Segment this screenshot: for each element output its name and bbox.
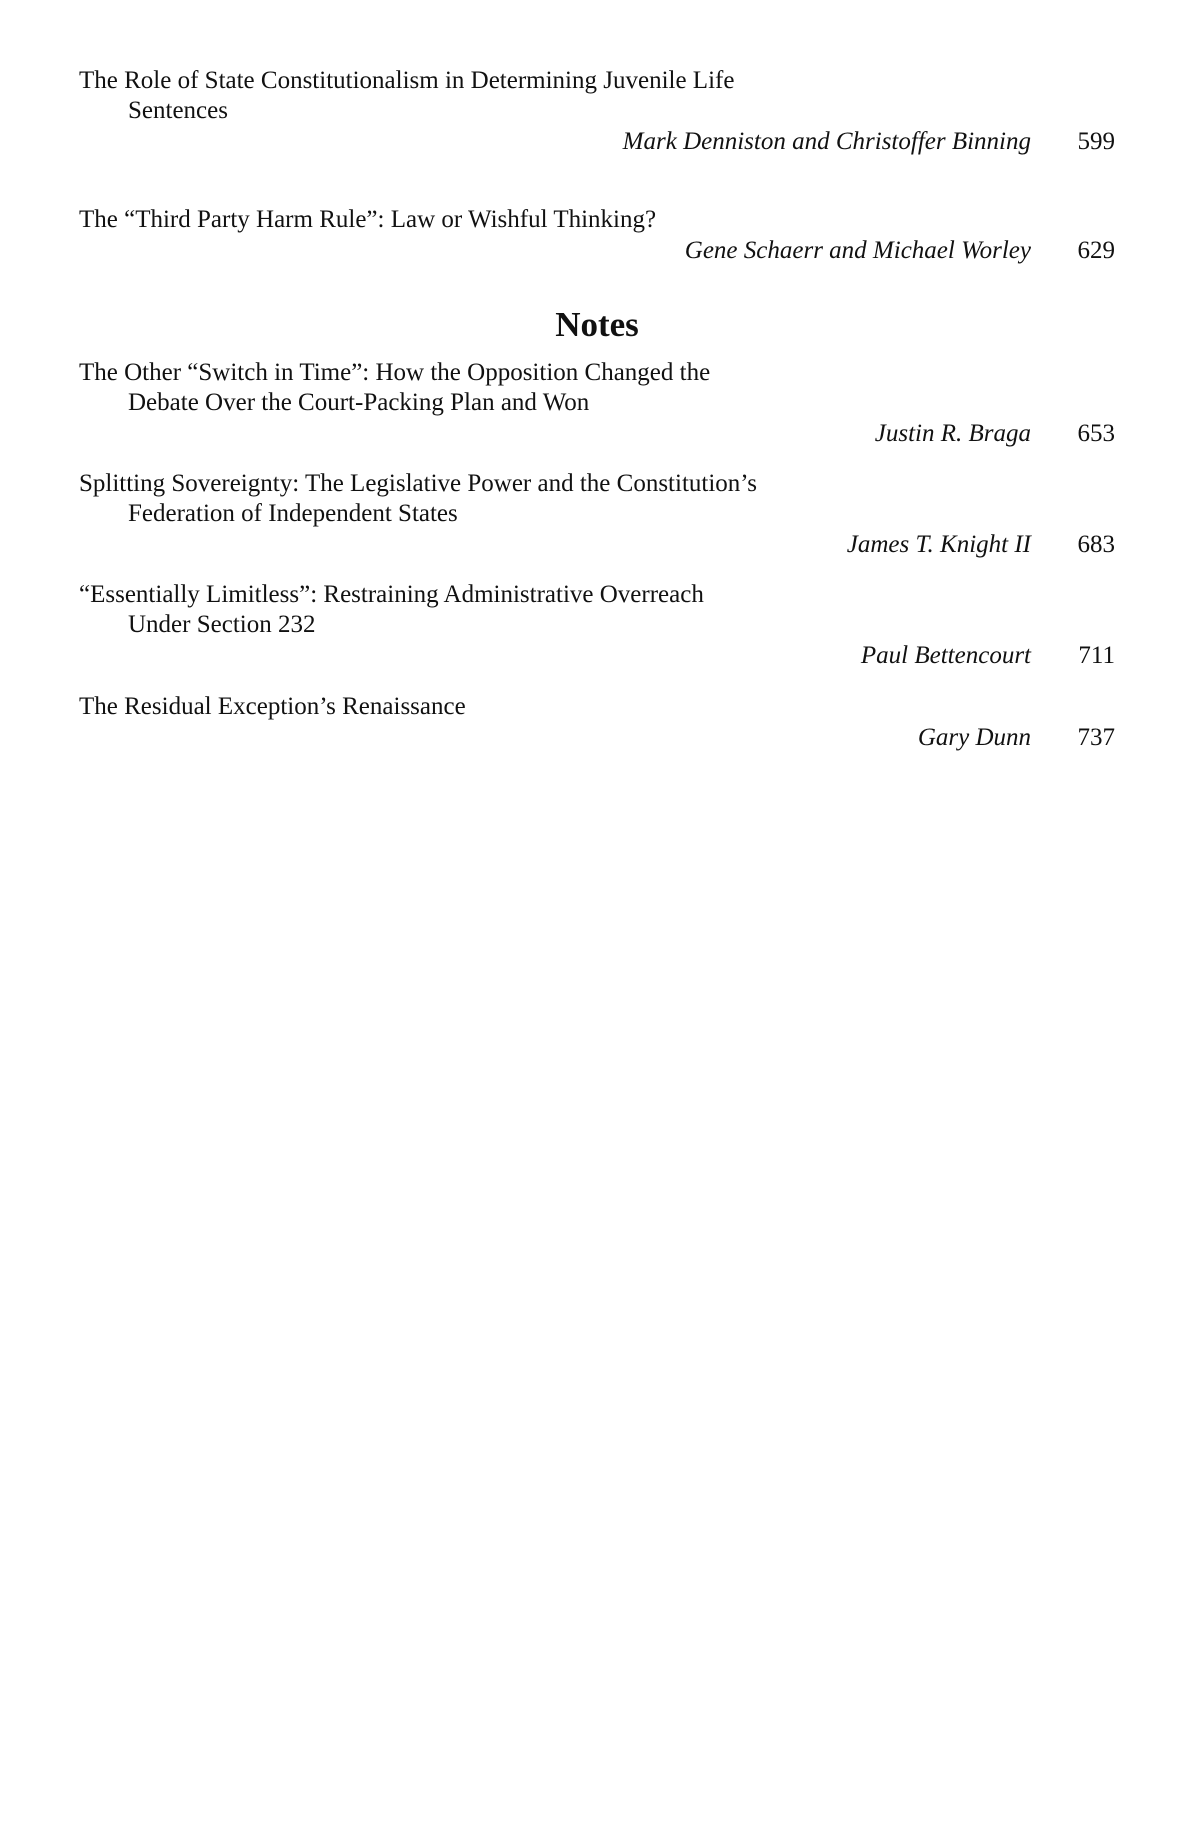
toc-entry (79, 205, 1115, 267)
entry-byline (79, 418, 1115, 450)
entry-author: Gary Dunn (917, 724, 1031, 751)
entry-author: James T. Knight II (846, 531, 1031, 558)
entry-title-line: Under Section 232 (128, 611, 316, 638)
entry-byline (79, 722, 1115, 754)
entry-author: Gene Schaerr and Michael Worley (684, 237, 1031, 264)
entry-title-line: The Other “Switch in Time”: How the Opposition Changed the (79, 359, 711, 386)
entry-author: Justin R. Braga (874, 420, 1031, 447)
toc-entry (79, 469, 1115, 561)
entry-title-line: Debate Over the Court-Packing Plan and Won (128, 389, 590, 416)
entry-page-number: 629 (1077, 237, 1115, 264)
entry-title-line: Federation of Independent States (128, 500, 458, 527)
entry-byline (79, 126, 1115, 158)
entry-page-number: 653 (1077, 420, 1115, 447)
entry-title-line: Splitting Sovereignty: The Legislative Power and the Constitution’s (79, 470, 757, 497)
entry-title-line: The Role of State Constitutionalism in Determining Juvenile Life (79, 67, 735, 94)
entry-title-line: The Residual Exception’s Renaissance (79, 693, 466, 720)
toc-entry (79, 66, 1115, 158)
section-heading-notes: Notes (555, 305, 639, 344)
entry-byline (79, 235, 1115, 267)
entry-title-line: The “Third Party Harm Rule”: Law or Wishful Thinking? (79, 206, 657, 233)
toc-entry (79, 692, 1115, 754)
entry-page-number: 711 (1078, 642, 1115, 669)
entry-page-number: 599 (1077, 128, 1115, 155)
entry-author: Paul Bettencourt (860, 642, 1031, 669)
toc-entry (79, 580, 1115, 672)
toc-entry (79, 358, 1115, 450)
entry-title-line: Sentences (128, 97, 228, 124)
entry-page-number: 737 (1077, 724, 1115, 751)
entry-byline (79, 640, 1115, 672)
entry-byline (79, 529, 1115, 561)
entry-title-line: “Essentially Limitless”: Restraining Administrative Overreach (79, 581, 704, 608)
entry-page-number: 683 (1077, 531, 1115, 558)
entry-author: Mark Denniston and Christoffer Binning (622, 128, 1031, 155)
